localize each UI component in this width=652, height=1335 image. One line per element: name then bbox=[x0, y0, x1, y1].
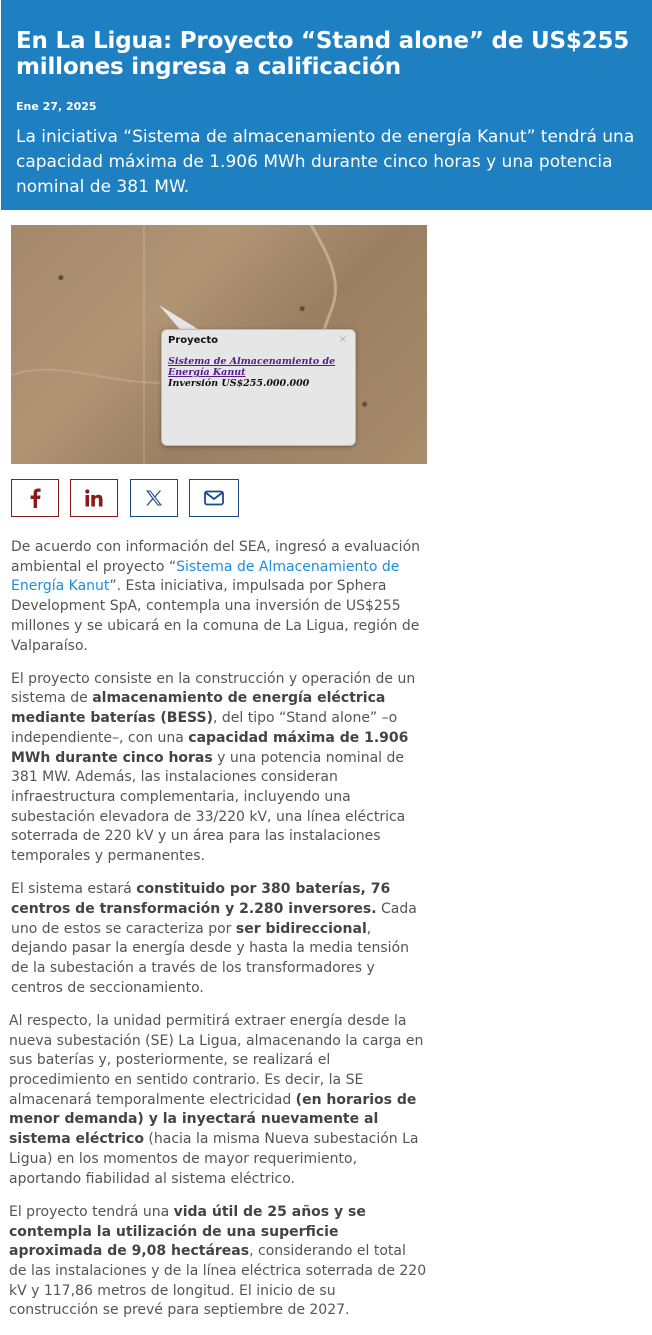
map-info-popup bbox=[161, 329, 356, 446]
email-icon bbox=[204, 491, 224, 506]
article-date: Ene 27, 2025 bbox=[16, 100, 97, 113]
satellite-map-image[interactable] bbox=[11, 225, 427, 464]
facebook-icon bbox=[28, 488, 42, 508]
paragraph-4: Al respecto, la unidad permitirá extraer energía desde la nueva subestación (SE) La Ligua, almacenando la carga en sus baterías y, posteriormente, se realizará el procedimiento en sentido contrario. Es decir, la SE almacenará temporalmente electricidad (en horarios de menor demanda) y la inyectará nuevamente al sistema eléctrico (hacia la misma Nueva subestación La Ligua) en los momentos de mayor requerimiento, aportando fiabilidad al sistema eléctrico. bbox=[9, 1012, 424, 1187]
paragraph-2: El proyecto consiste en la construcción y operación de un sistema de almacenamiento de energía eléctrica mediante baterías (BESS), del tipo “Stand alone” –o independiente–, con una capacidad máxima de 1.906 MWh durante cinco horas y una potencia nominal de 381 MW. Además, las instalaciones consideran infraestructura complementaria, incluyendo una subestación elevadora de 33/220 kV, una línea eléctrica soterrada de 220 kV y un área para las instalaciones temporales y permanentes. bbox=[11, 670, 416, 865]
share-email-button[interactable] bbox=[189, 479, 239, 517]
article-title: En La Ligua: Proyecto “Stand alone” de US$255 millones ingresa a calificación bbox=[16, 28, 630, 80]
share-linkedin-button[interactable] bbox=[70, 479, 118, 517]
x-icon bbox=[145, 490, 163, 507]
paragraph-3: El sistema estará constituido por 380 baterías, 76 centros de transformación y 2.280 inversores. Cada uno de estos se caracteriza por ser bidireccional, dejando pasar la energía desde y hasta la media tensión de la subestación a través de los transformadores y centros de seccionamiento. bbox=[11, 881, 417, 996]
linkedin-icon bbox=[85, 489, 103, 507]
share-x-button[interactable] bbox=[130, 479, 178, 517]
popup-close-icon[interactable]: × bbox=[338, 334, 347, 345]
article-header bbox=[1, 0, 652, 210]
popup-project-link[interactable]: Sistema de Almacenamiento de Energía Kanut bbox=[168, 356, 336, 378]
project-link[interactable]: Sistema de Almacenamiento de Energía Kanut bbox=[11, 558, 400, 595]
article-lead: La iniciativa “Sistema de almacenamiento de energía Kanut” tendrá una capacidad máxima de 1.906 MWh durante cinco horas y una potencia nominal de 381 MW. bbox=[16, 127, 635, 197]
paragraph-5: El proyecto tendrá una vida útil de 25 años y se contempla la utilización de una superficie aproximada de 9,08 hectáreas, considerando el total de las instalaciones y de la línea eléctrica soterrada de 220 kV y 117,86 metros de longitud. El inicio de su construcción se prevé para septiembre de 2027. bbox=[9, 1203, 427, 1319]
article-body bbox=[11, 538, 427, 1335]
popup-heading: Proyecto bbox=[168, 335, 219, 346]
share-facebook-button[interactable] bbox=[11, 479, 59, 517]
paragraph-1: De acuerdo con información del SEA, ingresó a evaluación ambiental el proyecto “Sistema de Almacenamiento de Energía Kanut”. Esta iniciativa, impulsada por Sphera Development SpA, contempla una inversión de US$255 millones y se ubicará en la comuna de La Ligua, región de Valparaíso. bbox=[11, 539, 421, 654]
popup-investment: Inversión US$255.000.000 bbox=[168, 378, 310, 389]
